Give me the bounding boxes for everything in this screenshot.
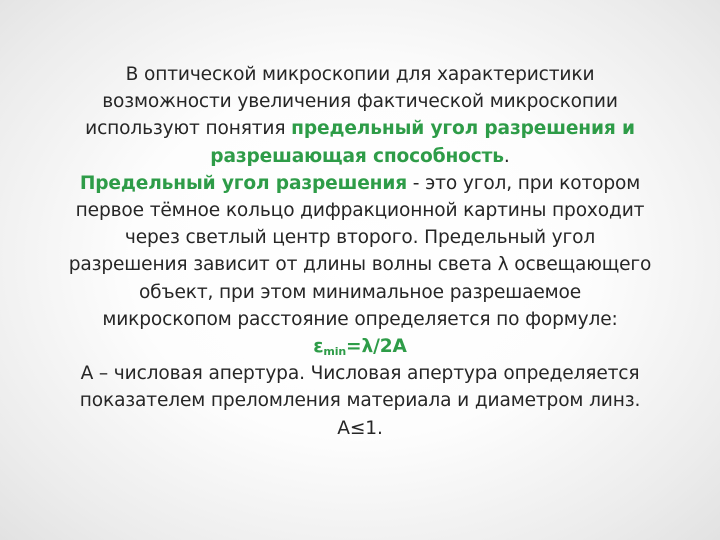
- intro-line-1: В оптической микроскопии для характеристики: [125, 64, 595, 85]
- definition-line-6: микроскопом расстояние определяется по формуле:: [102, 308, 618, 330]
- definition-line-2: первое тёмное кольцо дифракционной картины проходит: [75, 200, 645, 222]
- term-resolving-power-highlight: разрешающая способность: [210, 145, 504, 167]
- aperture-line-2: показателем преломления материала и диаметром линз.: [79, 390, 641, 412]
- definition-term: Предельный угол разрешения: [79, 172, 408, 194]
- definition-line-1-text: - это угол, при котором: [407, 172, 641, 194]
- definition-line-3: через светлый центр второго. Предельный угол: [124, 227, 596, 249]
- intro-line-2: возможности увеличения фактической микроскопии: [102, 91, 618, 113]
- definition-line-5: объект, при этом минимальное разрешаемое: [138, 281, 582, 303]
- formula-epsilon: ε: [313, 336, 324, 358]
- term-limiting-angle-highlight: предельный угол разрешения и: [291, 118, 635, 140]
- intro-line-3-text: используют понятия: [85, 118, 292, 140]
- resolution-formula: [30, 333, 690, 360]
- aperture-line-1: А – числовая апертура. Числовая апертура определяется: [80, 363, 640, 385]
- formula-rhs: =λ/2А: [346, 336, 407, 358]
- intro-line-3: [30, 115, 690, 142]
- definition-line-1: [30, 170, 690, 197]
- formula-subscript: min: [323, 345, 347, 359]
- intro-line-4: [30, 143, 690, 170]
- slide-text: [30, 61, 690, 442]
- intro-line-4-period: .: [503, 145, 510, 167]
- definition-line-4: разрешения зависит от длины волны света λ освещающего: [68, 254, 652, 276]
- aperture-line-3: А≤1.: [337, 417, 383, 439]
